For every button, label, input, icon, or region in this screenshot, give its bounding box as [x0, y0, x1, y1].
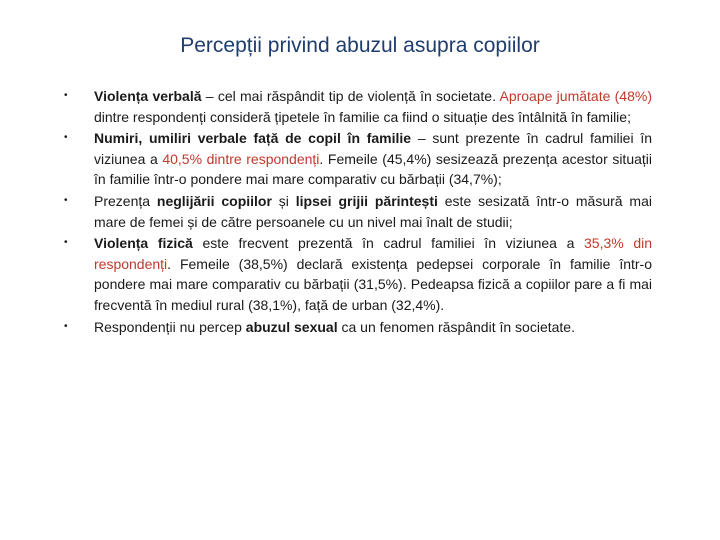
bullet-text: . Femeile (38,5%) declară existența pedepsei corporale în familie într-o pondere mai mare comparativ cu bărbații (31,5%). Pedeapsa fizică a copiilor pare a fi mai frecventă în mediul rural (38,1%), față de urban (32,4%). [94, 255, 652, 313]
bullet-emphasis: Violența fizică [94, 235, 193, 252]
bullet-highlight: 35,3% din respondenți [94, 235, 652, 272]
bullet-text: ca un fenomen răspândit în societate. [337, 318, 575, 335]
bullet-text: este frecvent prezentă în cadrul familiei în viziunea a [192, 235, 584, 252]
bullet-marker: • [64, 132, 68, 144]
bullet-marker: • [64, 237, 68, 249]
bullet-item [60, 191, 652, 232]
bullet-emphasis: lipsei grijii părintești [295, 192, 438, 209]
bullet-text: Respondenții nu percep [94, 318, 246, 335]
bullet-item [60, 317, 652, 338]
bullet-marker: • [64, 90, 68, 101]
bullet-list [60, 86, 652, 338]
bullet-text: dintre respondenți consideră țipetele în familie ca fiind o situație des întâlnită în familie; [94, 108, 631, 125]
bullet-emphasis: Numiri, umiliri verbale față de copil în familie [94, 130, 412, 147]
bullet-emphasis: neglijării copiilor [156, 192, 272, 209]
bullet-marker: • [64, 320, 68, 332]
bullet-emphasis: Violența verbală [94, 88, 202, 104]
bullet-emphasis: abuzul sexual [245, 318, 338, 335]
bullet-marker: • [64, 194, 68, 206]
bullet-item [60, 86, 652, 127]
bullet-text: . Femeile (45,4%) sesizează prezența acestor situații în familie într-o pondere mai mare comparativ cu bărbații (34,7%); [94, 150, 653, 188]
bullet-item [60, 233, 652, 315]
bullet-highlight: 40,5% dintre respondenți [162, 150, 320, 167]
slide-title: Percepții privind abuzul asupra copiilor [180, 34, 540, 57]
bullet-text: Prezența [94, 192, 157, 209]
bullet-item [60, 128, 652, 190]
bullet-text: – sunt prezente în cadrul familiei în viziunea a [94, 130, 652, 167]
bullet-text: și [271, 192, 296, 209]
bullet-text: – cel mai răspândit tip de violență în societate. [201, 88, 500, 104]
bullet-highlight: Aproape jumătate (48%) [499, 88, 652, 104]
bullet-text: este sesizată într-o măsură mai mare de femei și de către persoanele cu un nivel mai înalt de studii; [94, 192, 652, 230]
